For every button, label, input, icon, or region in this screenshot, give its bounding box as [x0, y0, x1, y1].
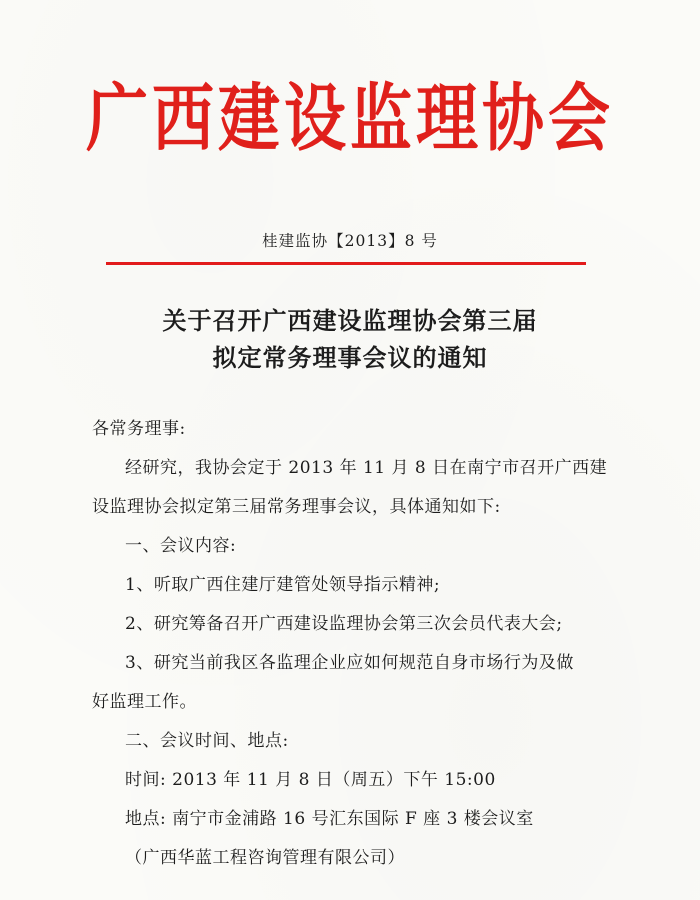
agenda-item-3-line-1: 3、研究当前我区各监理企业应如何规范自身市场行为及做: [125, 653, 574, 673]
section-1-heading: 一、会议内容:: [125, 536, 237, 556]
meeting-time: 时间: 2013 年 11 月 8 日（周五）下午 15:00: [125, 770, 496, 790]
intro-paragraph-line-2: 设监理协会拟定第三届常务理事会议，具体通知如下:: [92, 497, 501, 517]
notice-title-line-2: 拟定常务理事会议的通知: [212, 344, 488, 372]
section-2-heading: 二、会议时间、地点:: [125, 731, 289, 751]
agenda-item-1: 1、听取广西住建厅建管处领导指示精神;: [125, 575, 441, 595]
notice-title-line-1: 关于召开广西建设监理协会第三届: [162, 307, 538, 335]
intro-paragraph-line-1: 经研究，我协会定于 2013 年 11 月 8 日在南宁市召开广西建: [125, 458, 608, 478]
meeting-place-note: （广西华蓝工程咨询管理有限公司）: [125, 848, 405, 868]
salutation: 各常务理事:: [92, 419, 186, 439]
letterhead-org-name: 广西建设监理协会: [85, 74, 614, 162]
document-number: 桂建监协【2013】8 号: [262, 232, 438, 250]
red-divider-rule: [106, 262, 586, 265]
agenda-item-3-line-2: 好监理工作。: [92, 692, 197, 712]
meeting-place: 地点: 南宁市金浦路 16 号汇东国际 F 座 3 楼会议室: [125, 809, 534, 829]
agenda-item-2: 2、研究筹备召开广西建设监理协会第三次会员代表大会;: [125, 614, 563, 634]
